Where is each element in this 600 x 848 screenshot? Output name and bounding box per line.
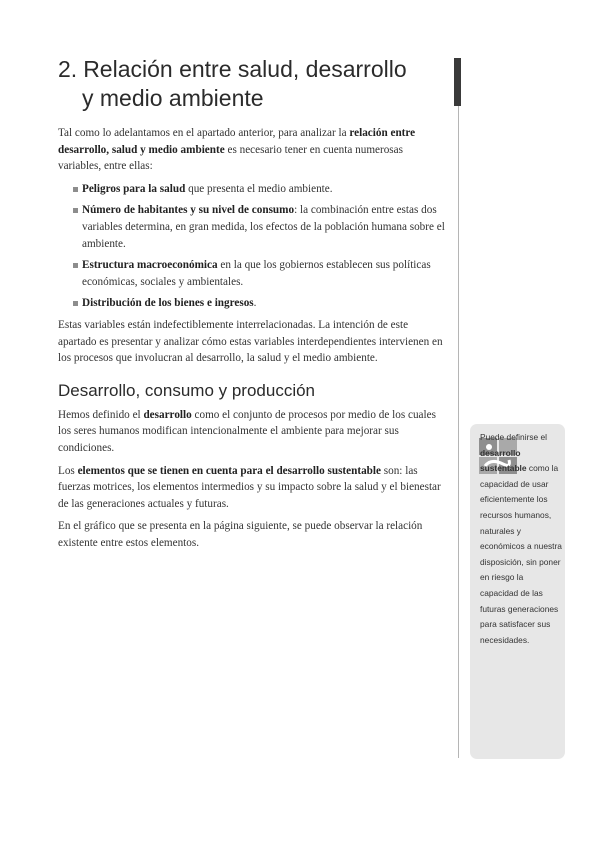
title-line-2: y medio ambiente bbox=[82, 85, 264, 111]
list-item-text: que presenta el medio ambiente. bbox=[185, 182, 333, 195]
intro-text-1: Tal como lo adelantamos en el apartado anterior, para analizar la bbox=[58, 127, 350, 139]
sidebar-text-1: Puede definirse el bbox=[480, 432, 548, 442]
section-subheading: Desarrollo, consumo y producción bbox=[58, 380, 316, 400]
sidebar-bold: desarrollo sustentable bbox=[480, 447, 527, 474]
list-item-text: en la que los gobiernos establecen sus políticas económicas, sociales y ambientales. bbox=[82, 259, 431, 288]
intro-paragraph bbox=[58, 125, 446, 175]
list-item bbox=[58, 257, 446, 290]
elements-text-2: son: las fuerzas motrices, los elementos intermedios y su impacto sobre la salud y el bienestar de las generaciones actuales y futuras. bbox=[58, 464, 441, 510]
elements-text-1: Los bbox=[58, 464, 78, 477]
main-column bbox=[58, 125, 446, 557]
intro-bold: relación entre desarrollo, salud y medio ambiente bbox=[58, 127, 416, 156]
bullet-square-icon bbox=[73, 263, 78, 268]
graph-paragraph: En el gráfico que se presenta en la página siguiente, se puede observar la relación existente entre estos elementos. bbox=[58, 520, 423, 549]
list-item-text: . bbox=[253, 297, 257, 310]
dev-text-1: Hemos definido el bbox=[58, 408, 144, 421]
list-item-text: : la combinación entre estas dos variables determina, en gran medida, los efectos de la población humana sobre el ambiente. bbox=[82, 204, 445, 250]
list-item bbox=[58, 295, 446, 312]
variables-paragraph: Estas variables están indefectiblemente interrelacionadas. La intención de este apartado es presentar y analizar cómo estas variables interdependientes intervienen en los procesos que involucran al desarrollo, la salud y el medio ambiente. bbox=[58, 318, 443, 365]
elements-paragraph bbox=[58, 463, 446, 513]
bullet-square-icon bbox=[73, 208, 78, 213]
development-paragraph bbox=[58, 407, 446, 457]
title-line-1: Relación entre salud, desarrollo bbox=[83, 56, 407, 82]
list-item bbox=[58, 181, 446, 198]
sidebar-text-2: como la capacidad de usar eficientemente los recursos humanos, naturales y económicos a nuestra disposición, sin poner en riesgo la capacidad de las futuras generaciones para satisfacer sus necesidades. bbox=[480, 463, 562, 645]
bullet-square-icon bbox=[73, 301, 78, 306]
intro-text-2: es necesario tener en cuenta numerosas variables, entre ellas: bbox=[58, 143, 403, 173]
variables-list bbox=[58, 181, 446, 312]
list-item-bold: Estructura macroeconómica bbox=[82, 259, 218, 272]
list-item-bold: Distribución de los bienes e ingresos bbox=[82, 297, 254, 310]
section-number: 2. bbox=[58, 56, 78, 82]
elements-bold: elementos que se tienen en cuenta para el desarrollo sustentable bbox=[77, 464, 381, 477]
list-item-bold: Número de habitantes y su nivel de consumo bbox=[82, 204, 295, 217]
bullet-square-icon bbox=[73, 187, 78, 192]
heading-accent-bar bbox=[454, 58, 461, 106]
margin-divider bbox=[458, 106, 459, 758]
sidebar-definition bbox=[480, 430, 562, 648]
page-title bbox=[58, 55, 438, 113]
list-item bbox=[58, 202, 446, 252]
dev-bold: desarrollo bbox=[143, 408, 192, 421]
list-item-bold: Peligros para la salud bbox=[82, 182, 186, 195]
dev-text-2: como el conjunto de procesos por medio de los cuales los seres humanos modifican intencionalmente el ambiente para mejorar sus condiciones. bbox=[58, 408, 436, 454]
